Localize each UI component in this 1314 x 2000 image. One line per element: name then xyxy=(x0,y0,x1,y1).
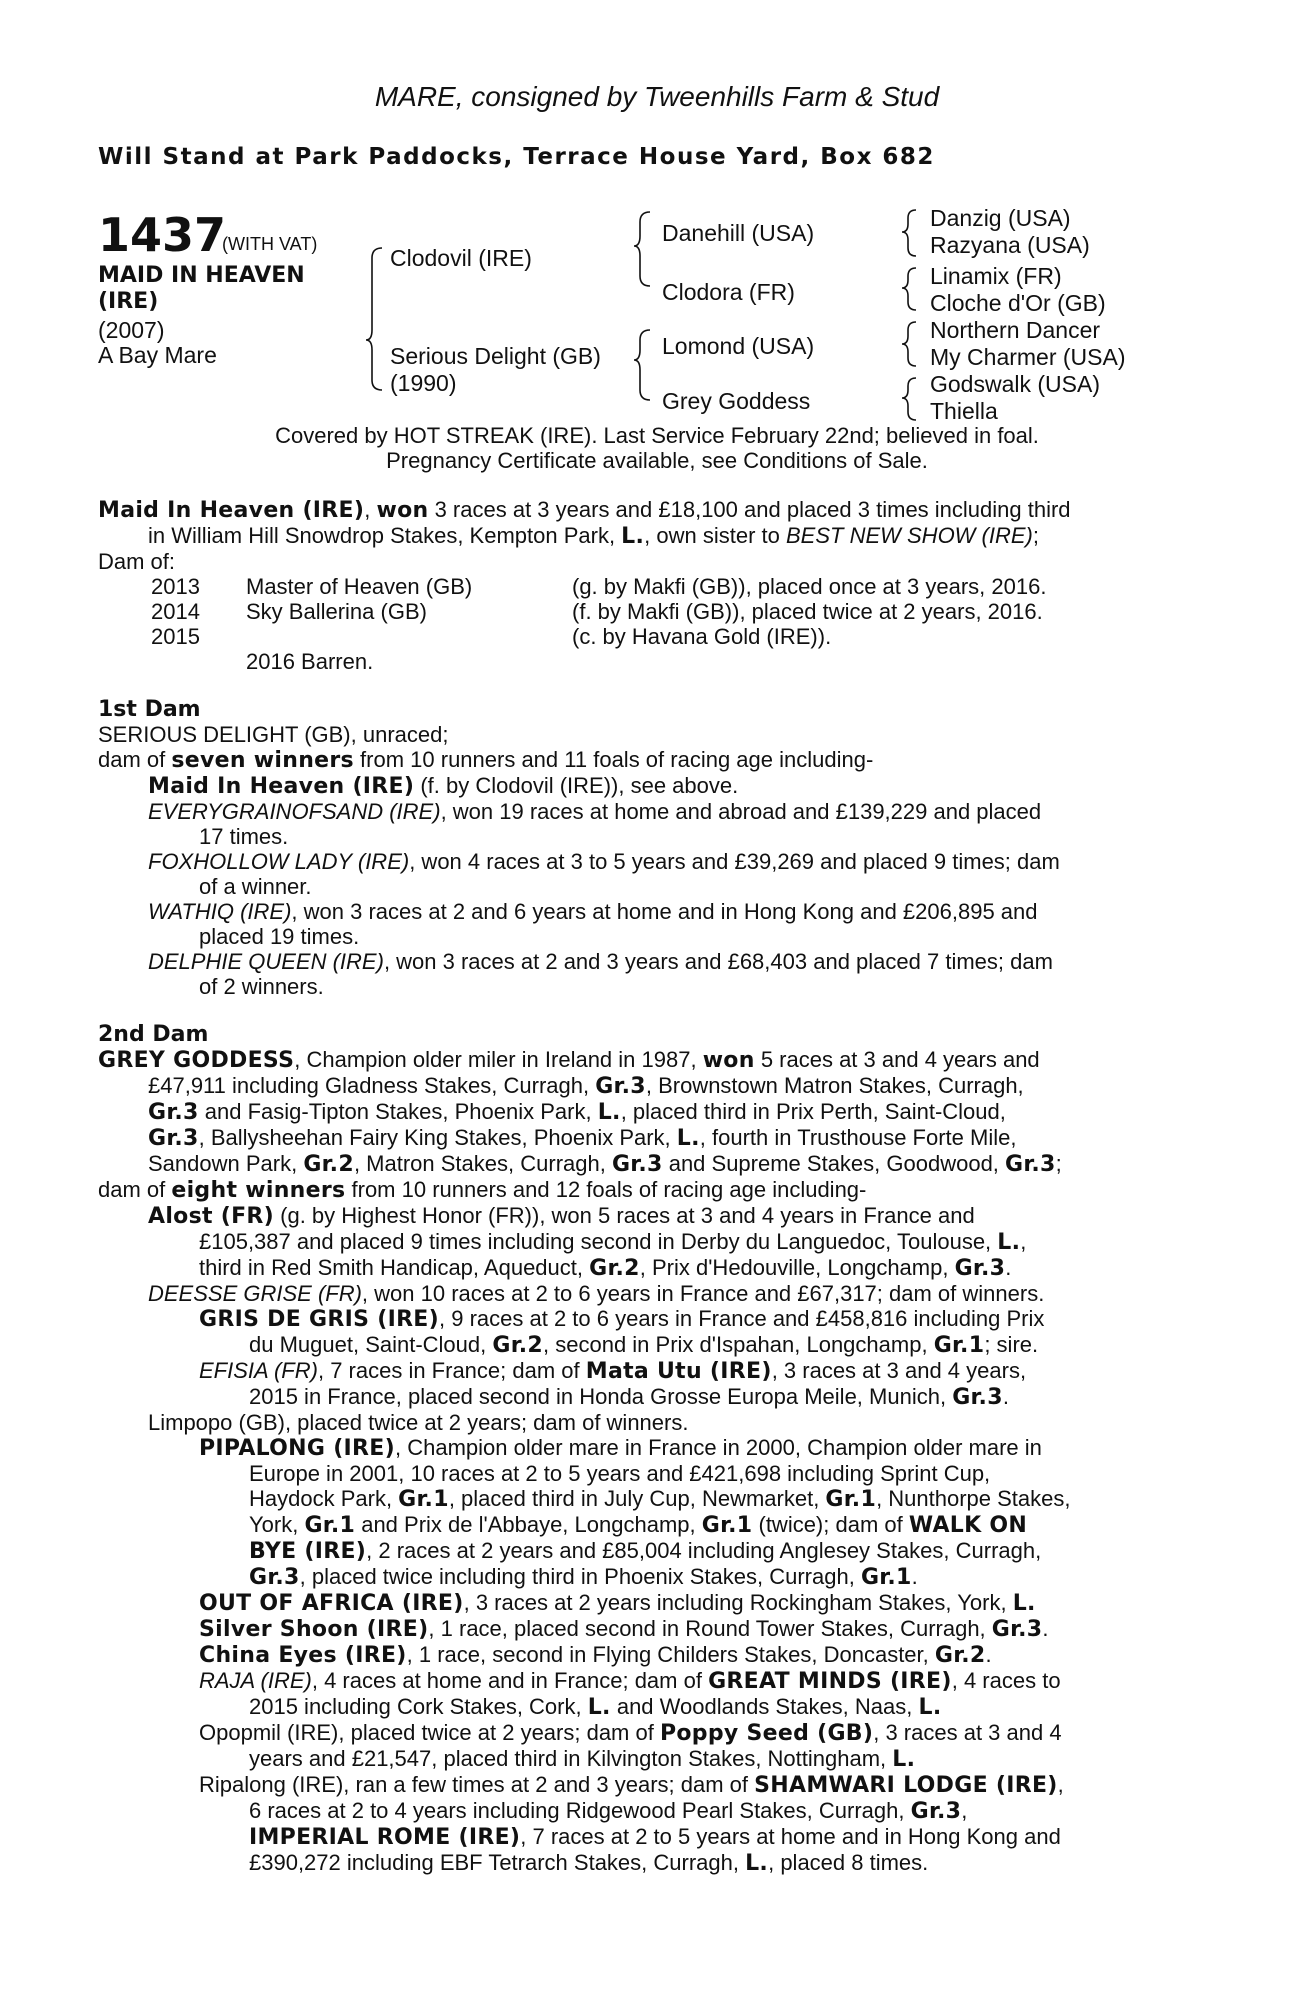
grandam-line: Gr.3, Ballysheehan Fairy King Stakes, Phoenix Park, L., fourth in Trusthouse Forte Mile, xyxy=(148,1125,1017,1151)
offspring-entry: DEESSE GRISE (FR), won 10 races at 2 to 6 years in France and £67,317; dam of winners. xyxy=(148,1281,1045,1306)
cover-line-2: Pregnancy Certificate available, see Conditions of Sale. xyxy=(386,448,928,473)
brace-ggp-1 xyxy=(902,210,916,256)
produce-row: 2014 Sky Ballerina (GB) (f. by Makfi (GB)), placed twice at 2 years, 2016. xyxy=(151,599,1043,624)
dam-of-line: dam of seven winners from 10 runners and 11 foals of racing age including- xyxy=(98,747,874,773)
grandchild-continuation: BYE (IRE), 2 races at 2 years and £85,004 including Anglesey Stakes, Curragh, xyxy=(249,1538,1042,1564)
grandchild-entry: GRIS DE GRIS (IRE), 9 races at 2 to 6 years in France and £458,816 including Prix xyxy=(199,1306,1045,1332)
grandchild-entry: OUT OF AFRICA (IRE), 3 races at 2 years including Rockingham Stakes, York, L. xyxy=(199,1590,1036,1616)
pedigree-ggp-6: My Charmer (USA) xyxy=(930,344,1126,370)
pedigree-ggp-5: Northern Dancer xyxy=(930,317,1101,343)
pedigree-braces xyxy=(0,0,1314,440)
grandchild-continuation: Europe in 2001, 10 races at 2 to 5 years and £421,698 including Sprint Cup, xyxy=(249,1461,991,1486)
pedigree-ggp-7: Godswalk (USA) xyxy=(930,371,1100,397)
offspring-continuation: of a winner. xyxy=(199,874,312,899)
grandam-line: GREY GODDESS, Champion older miler in Ireland in 1987, won 5 races at 3 and 4 years and xyxy=(98,1047,1040,1073)
dam-of-line: dam of eight winners from 10 runners and 12 foals of racing age including- xyxy=(98,1177,867,1203)
grandchild-entry: RAJA (IRE), 4 races at home and in France; dam of GREAT MINDS (IRE), 4 races to xyxy=(199,1668,1061,1694)
grandchild-continuation: York, Gr.1 and Prix de l'Abbaye, Longchamp, Gr.1 (twice); dam of WALK ON xyxy=(249,1512,1028,1538)
first-dam-section xyxy=(98,697,1196,999)
grandchild-continuation: £390,272 including EBF Tetrarch Stakes, Curragh, L., placed 8 times. xyxy=(249,1850,929,1876)
second-dam-section xyxy=(98,1022,1196,1876)
pedigree-sire: Clodovil (IRE) xyxy=(390,245,532,271)
grandam-line: £47,911 including Gladness Stakes, Curragh, Gr.3, Brownstown Matron Stakes, Curragh, xyxy=(148,1073,1024,1099)
produce-row: 2016 Barren. xyxy=(246,649,374,674)
produce-row: 2015 (c. by Havana Gold (IRE)). xyxy=(151,624,832,649)
pedigree-ggp-2: Razyana (USA) xyxy=(930,232,1090,258)
pedigree-dam-sire: Lomond (USA) xyxy=(662,333,815,359)
offspring-continuation: 17 times. xyxy=(199,824,289,849)
pedigree-sire-sire: Danehill (USA) xyxy=(662,220,815,246)
location-line: Will Stand at Park Paddocks, Terrace House Yard, Box 682 xyxy=(98,144,935,170)
pedigree-dam-year: (1990) xyxy=(390,370,457,396)
offspring-entry: Alost (FR) (g. by Highest Honor (FR)), won 5 races at 3 and 4 years in France and xyxy=(148,1203,975,1229)
brace-dam-parents xyxy=(634,330,650,400)
pedigree-ggp-4: Cloche d'Or (GB) xyxy=(930,290,1106,316)
produce-row: 2013 Master of Heaven (GB) (g. by Makfi (GB)), placed once at 3 years, 2016. xyxy=(151,574,1047,599)
section-heading: 2nd Dam xyxy=(98,1022,209,1047)
offspring-entry: WATHIQ (IRE), won 3 races at 2 and 6 years at home and in Hong Kong and £206,895 and xyxy=(148,899,1038,924)
grandam-line: Gr.3 and Fasig-Tipton Stakes, Phoenix Park, L., placed third in Prix Perth, Saint-Cloud, xyxy=(148,1099,1006,1125)
pedigree-ggp-8: Thiella xyxy=(930,398,998,424)
brace-ggp-2 xyxy=(902,268,916,310)
pedigree-ggp-1: Danzig (USA) xyxy=(930,205,1071,231)
dam-entry: SERIOUS DELIGHT (GB), unraced; xyxy=(98,722,449,747)
horse-name: MAID IN HEAVEN (IRE) xyxy=(98,263,305,314)
vat-label: (WITH VAT) xyxy=(222,234,318,254)
grandchild-continuation: years and £21,547, placed third in Kilvington Stakes, Nottingham, L. xyxy=(249,1746,916,1772)
grandchild-continuation: 2015 in France, placed second in Honda Grosse Europa Meile, Munich, Gr.3. xyxy=(249,1384,1009,1410)
pedigree-ggp-3: Linamix (FR) xyxy=(930,263,1062,289)
brace-parents xyxy=(366,248,382,390)
foaling-year: (2007) xyxy=(98,317,165,343)
grandchild-entry: PIPALONG (IRE), Champion older mare in France in 2000, Champion older mare in xyxy=(199,1435,1042,1461)
summary-line-2: in William Hill Snowdrop Stakes, Kempton Park, L., own sister to BEST NEW SHOW (IRE); xyxy=(148,523,1040,549)
offspring-continuation: of 2 winners. xyxy=(199,974,324,999)
dam-of-label: Dam of: xyxy=(98,549,176,574)
pedigree-dam-dam: Grey Goddess xyxy=(662,388,811,414)
offspring-entry: DELPHIE QUEEN (IRE), won 3 races at 2 and 3 years and £68,403 and placed 7 times; dam xyxy=(148,949,1053,974)
grandchild-entry: Ripalong (IRE), ran a few times at 2 and 3 years; dam of SHAMWARI LODGE (IRE), xyxy=(199,1772,1064,1798)
offspring-entry: EVERYGRAINOFSAND (IRE), won 19 races at home and abroad and £139,229 and placed xyxy=(148,799,1042,824)
brace-ggp-4 xyxy=(902,378,916,420)
offspring-continuation: placed 19 times. xyxy=(199,924,360,949)
page-title: MARE, consigned by Tweenhills Farm & Stud xyxy=(374,81,940,112)
horse-description: A Bay Mare xyxy=(98,342,217,368)
brace-ggp-3 xyxy=(902,322,916,366)
pedigree-sire-dam: Clodora (FR) xyxy=(662,279,795,305)
grandchild-continuation: Haydock Park, Gr.1, placed third in July Cup, Newmarket, Gr.1, Nunthorpe Stakes, xyxy=(249,1486,1071,1512)
grandchild-continuation: 2015 including Cork Stakes, Cork, L. and Woodlands Stakes, Naas, L. xyxy=(249,1694,942,1720)
offspring-entry: Limpopo (GB), placed twice at 2 years; dam of winners. xyxy=(148,1410,689,1435)
brace-sire-parents xyxy=(634,212,650,286)
lot-number: 1437 xyxy=(98,208,227,262)
offspring-continuation: £105,387 and placed 9 times including second in Derby du Languedoc, Toulouse, L., xyxy=(199,1229,1027,1255)
grandchild-continuation: du Muguet, Saint-Cloud, Gr.2, second in Prix d'Ispahan, Longchamp, Gr.1; sire. xyxy=(249,1332,1039,1358)
offspring-entry: FOXHOLLOW LADY (IRE), won 4 races at 3 to 5 years and £39,269 and placed 9 times; dam xyxy=(148,849,1060,874)
grandchild-entry: EFISIA (FR), 7 races in France; dam of Mata Utu (IRE), 3 races at 3 and 4 years, xyxy=(199,1358,1027,1384)
grandchild-entry: China Eyes (IRE), 1 race, second in Flying Childers Stakes, Doncaster, Gr.2. xyxy=(199,1642,992,1668)
grandchild-continuation: IMPERIAL ROME (IRE), 7 races at 2 to 5 years at home and in Hong Kong and xyxy=(249,1824,1061,1850)
produce-record xyxy=(98,497,1196,674)
grandchild-continuation: 6 races at 2 to 4 years including Ridgewood Pearl Stakes, Curragh, Gr.3, xyxy=(249,1798,968,1824)
grandchild-entry: Silver Shoon (IRE), 1 race, placed second in Round Tower Stakes, Curragh, Gr.3. xyxy=(199,1616,1049,1642)
offspring-continuation: third in Red Smith Handicap, Aqueduct, Gr.2, Prix d'Hedouville, Longchamp, Gr.3. xyxy=(199,1255,1012,1281)
summary-line-1: Maid In Heaven (IRE), won 3 races at 3 years and £18,100 and placed 3 times including third xyxy=(98,497,1071,523)
grandchild-continuation: Gr.3, placed twice including third in Phoenix Stakes, Curragh, Gr.1. xyxy=(249,1564,918,1590)
pedigree-dam: Serious Delight (GB) xyxy=(390,343,601,369)
grandam-line: Sandown Park, Gr.2, Matron Stakes, Curragh, Gr.3 and Supreme Stakes, Goodwood, Gr.3; xyxy=(148,1151,1062,1177)
grandchild-entry: Opopmil (IRE), placed twice at 2 years; dam of Poppy Seed (GB), 3 races at 3 and 4 xyxy=(199,1720,1062,1746)
section-heading: 1st Dam xyxy=(98,697,201,722)
offspring-entry: Maid In Heaven (IRE) (f. by Clodovil (IRE)), see above. xyxy=(148,773,739,799)
cover-line-1: Covered by HOT STREAK (IRE). Last Service February 22nd; believed in foal. xyxy=(275,423,1039,448)
